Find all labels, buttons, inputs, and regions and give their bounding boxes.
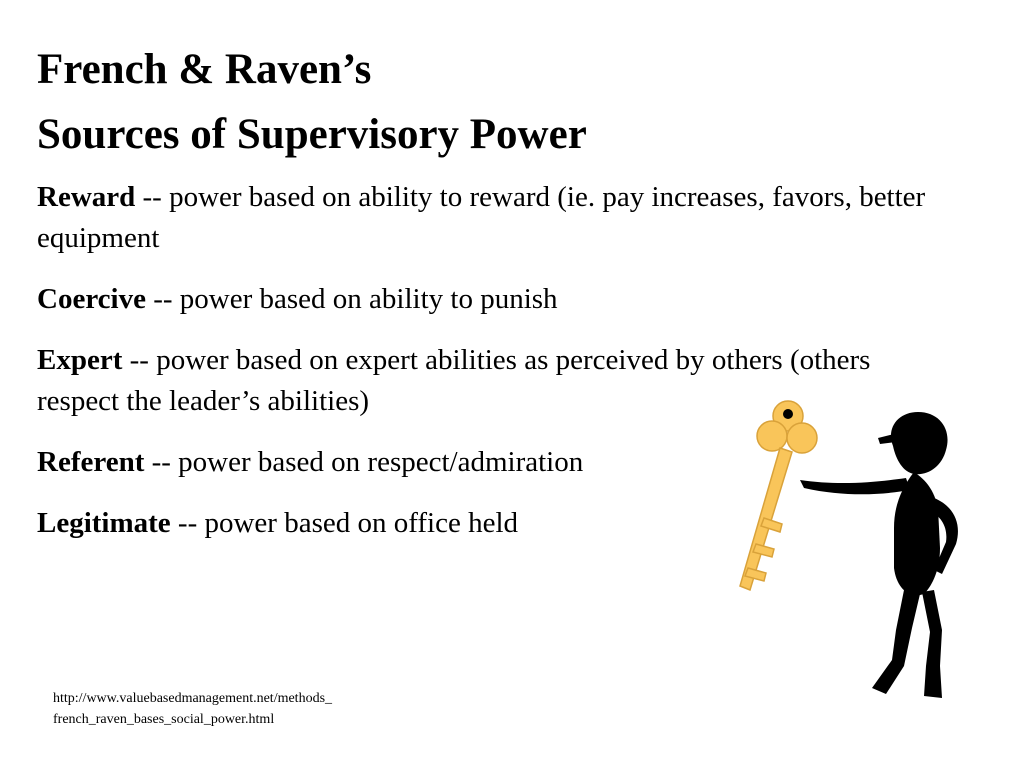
desc-legitimate: -- power based on office held xyxy=(170,507,519,539)
desc-reward: -- power based on ability to reward (ie. pay increases, favors, better equipment xyxy=(37,181,926,254)
source-url-line-2: french_raven_bases_social_power.html xyxy=(53,712,275,727)
source-url xyxy=(53,688,332,730)
title-line-2: Sources of Supervisory Power xyxy=(37,110,587,158)
power-source-coercive xyxy=(37,279,937,320)
desc-coercive: -- power based on ability to punish xyxy=(145,283,558,315)
person-holding-key-icon xyxy=(728,398,968,718)
stick-figure-silhouette xyxy=(800,412,958,698)
term-legitimate: Legitimate xyxy=(37,507,171,539)
slide-title xyxy=(37,38,587,167)
term-referent: Referent xyxy=(37,446,145,478)
term-expert: Expert xyxy=(37,344,123,376)
key-icon xyxy=(740,401,817,590)
source-url-line-1: http://www.valuebasedmanagement.net/methods_ xyxy=(53,691,333,706)
desc-expert: -- power based on expert abilities as perceived by others (others respect the leader’s abilities) xyxy=(37,344,871,417)
title-line-1: French & Raven’s xyxy=(37,46,372,93)
term-reward: Reward xyxy=(37,181,136,213)
power-source-reward xyxy=(37,177,937,259)
term-coercive: Coercive xyxy=(37,283,146,315)
desc-referent: -- power based on respect/admiration xyxy=(144,446,584,478)
